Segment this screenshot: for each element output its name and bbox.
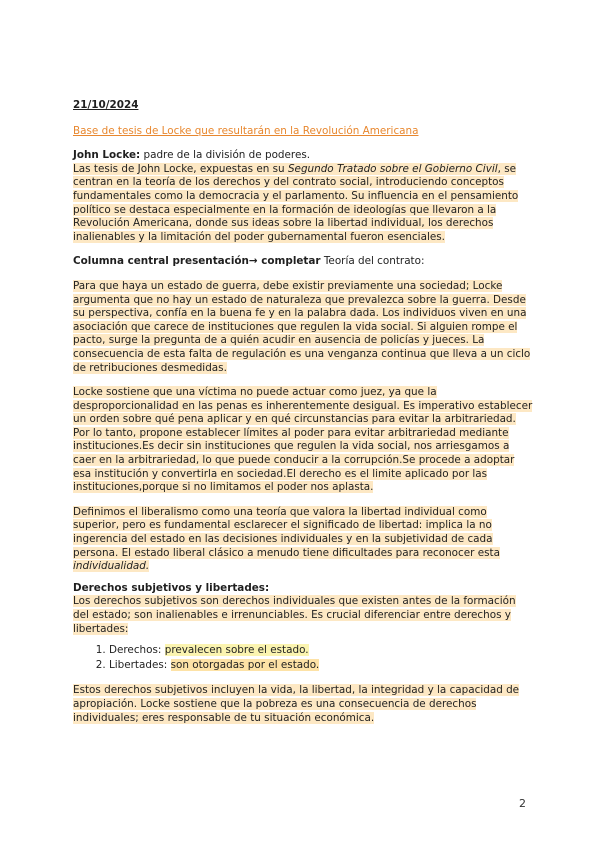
paragraph-liberalism: Definimos el liberalismo como una teoría que valora la libertad individual como superior, pero es fundamental esclarecer el significado de libertad: implica la no ingerencia del estado en las decisiones individuales y en la subjetividad de cada persona. El estado liberal clásico a menudo tiene dificultades para reconocer esta individualidad. <box>73 505 500 573</box>
list-item: 2. Libertades: son otorgadas por el estado. <box>109 659 533 673</box>
document-page <box>73 99 533 725</box>
date: 21/10/2024 <box>73 99 139 111</box>
paragraph-victim-judge: Locke sostiene que una víctima no puede actuar como juez, ya que la desproporcionalidad en las penas es inherentemente desigual. Es imperativo establecer un orden sobre qué pena aplicar y en qué circunstancias para evitar la arbitrariedad. Por lo tanto, propone establecer límites al poder para evitar arbitrariedad mediante instituciones.Es decir sin instituciones que regulen la vida social, nos arriesgamos a caer en la arbitrariedad, lo que puede conducir a la corrupción.Se procede a adoptar esa institución y convertirla en sociedad.El derecho es el limite aplicado por las instituciones,porque si no limitamos el poder nos aplasta. <box>73 386 533 494</box>
page-number: 2 <box>519 797 526 810</box>
intro-role: John Locke: padre de la división de poderes. <box>73 149 311 162</box>
paragraph-state-of-war: Para que haya un estado de guerra, debe existir previamente una sociedad; Locke argumenta que no hay un estado de naturaleza que prevalezca sobre la guerra. Desde su perspectiva, confía en la buena fe y en la palabra dada. Los individuos viven en una asociación que carece de instituciones que regulen la vida social. Si alguien rompe el pacto, surge la pregunta de a quién acudir en ausencia de policías y jueces. La consecuencia de esta falta de regulación es una venganza continua que lleva a un ciclo de retribuciones desmedidas. <box>73 279 531 374</box>
rights-paragraph: Los derechos subjetivos son derechos individuales que existen antes de la formación del estado; son inalienables e irrenunciables. Es crucial diferenciar entre derechos y libertades: <box>73 595 516 635</box>
rights-list <box>73 644 533 672</box>
intro-paragraph: Las tesis de John Locke, expuestas en su Segundo Tratado sobre el Gobierno Civil, se centran en la teoría de los derechos y del contrato social, introduciendo conceptos fundamentales como la democracia y el parlamento. Su influencia en el pensamiento político se destaca especialmente en la formación de ideologías que llevaron a la Revolución Americana, donde sus ideas sobre la libertad individual, los derechos inalienables y la limitación del poder gubernamental fueron esenciales. <box>73 162 519 243</box>
column-note: Columna central presentación→ completar Teoría del contrato: <box>73 255 425 268</box>
locke-name: John Locke: <box>73 149 141 162</box>
book-title: Segundo Tratado sobre el Gobierno Civil <box>287 162 498 175</box>
rights-heading: Derechos subjetivos y libertades: <box>73 581 270 594</box>
section-title: Base de tesis de Locke que resultarán en la Revolución Americana <box>73 124 419 137</box>
paragraph-subjective-rights: Estos derechos subjetivos incluyen la vida, la libertad, la integridad y la capacidad de apropiación. Locke sostiene que la pobreza es una consecuencia de derechos individuales; eres responsable de tu situación económica. <box>73 684 520 724</box>
list-item: 1. Derechos: prevalecen sobre el estado. <box>109 644 533 658</box>
